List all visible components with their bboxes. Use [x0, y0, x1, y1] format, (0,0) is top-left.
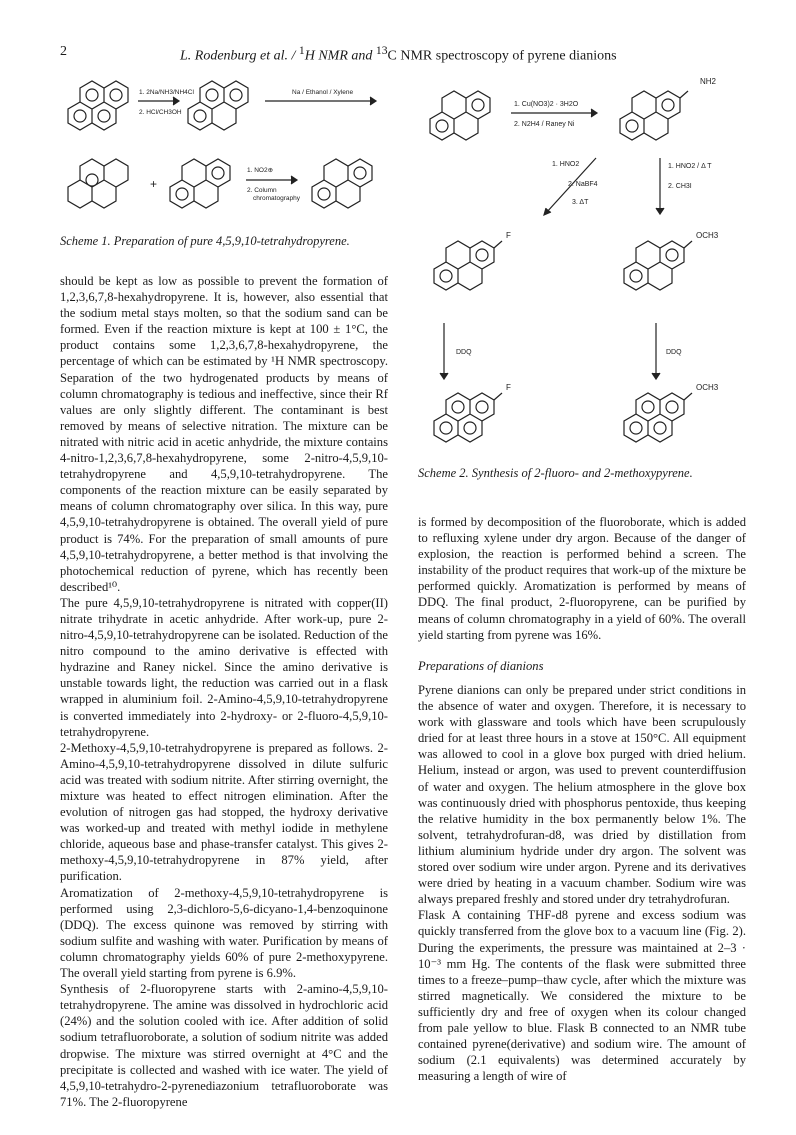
right-paragraph-1: is formed by decomposition of the fluoroborate, which is added to refluxing xylene under dry argon. Because of the danger of explosion, the reaction is performed behind a screen. The instability of the product requires that work-up of the mixture be performed quickly. Aromatization is performed by means of DDQ. The final product, 2-fluoropyrene, can be purified by means of column chromatography in a yield of 60%. The overall yield starting from pyrene was 16%.: [418, 515, 746, 642]
tetrahydropyrene-start: [430, 91, 490, 140]
ddq-left-label: DDQ: [456, 349, 472, 356]
page-number: 2: [60, 44, 67, 59]
scheme-1-figure: [60, 68, 390, 228]
ddq-right-label: DDQ: [666, 349, 682, 356]
scheme2-reagent-top-b: 2. N2H4 / Raney Ni: [514, 121, 575, 128]
f-label-product: F: [506, 383, 511, 392]
right-paragraph-2: Pyrene dianions can only be prepared under strict conditions in the absence of water and oxygen. Therefore, it is necessary to work with glassware and tools which have been scrupulously dried for at least three hours in a stove at 150°C. All equipment was allowed to cool in a glove box purged with dried helium. Helium, instead or argon, was used to prevent counterdiffusion of water and oxygen. The helium atmosphere in the glove box was continuously dried with phosphorus pentoxide, thus keeping the relative humidity in the box permanently below 1%. The solvent, tetrahydrofuran-d8, was dried by distillation from lithium aluminium hydride under dry argon. The solvent was stored over sodium wire under argon. Pyrene and its derivatives were dried by heating in a vacuum chamber. Sodium wire was always prepared freshly and stored under dry tetrahydrofuran.: [418, 683, 746, 907]
scheme1-step3-a: 1. NO2⊕: [247, 167, 274, 174]
left-column: [60, 273, 388, 1110]
scheme2-reagent-left-a: 1. HNO2: [552, 161, 580, 168]
scheme2-reagent-left-b: 2. NaBF4: [568, 181, 598, 188]
left-paragraph-5: Synthesis of 2-fluoropyrene starts with 2-amino-4,5,9,10-tetrahydropyrene. The amine was dissolved in hydrochloric acid (24%) and the solution cooled with ice. After addition of solid sodium tetrafluoroborate, a solution of sodium nitrite was added dropwise. The mixture was stirred overnight at 4°C and the precipitate is collected and washed with ice water. The yield of 4,5,9,10-tetrahydro-2-pyrenediazonium tetrafluoroborate was 71%. The 2-fluoropyrene: [60, 982, 388, 1109]
plus-sign: +: [150, 177, 158, 191]
scheme1-step3-b: 2. Column: [247, 187, 277, 194]
right-paragraph-3: Flask A containing THF-d8 pyrene and excess sodium was quickly transferred from the glove box to a vacuum line (Fig. 2). During the experiments, the pressure was maintained at 2–3 · 10⁻³ mm Hg. The contents of the flask were submitted three times to a freeze–pump–thaw cycle, after which the mixture was stirred magnetically. We considered the mixture to be sufficiently dry and free of oxygen when its colour changed from pale yellow to blue. Flask B connected to an NMR tube contained pyrene(derivative) and sodium wire. The amount of sodium (2.1 equivalents) was determined accurately by measuring a length of wire of: [418, 908, 746, 1084]
nh2-label: NH2: [700, 77, 717, 86]
scheme1-step1-b: 2. HCl/CH3OH: [139, 109, 182, 116]
left-paragraph-2: The pure 4,5,9,10-tetrahydropyrene is nitrated with copper(II) nitrate trihydrate in acetic anhydride. After work-up, pure 2-nitro-4,5,9,10-tetrahydropyrene can be isolated. Reduction of the nitro compound to the amino derivative is effected with hydrazine and Raney nickel. Since the amino derivative is unstable towards light, the reduction was carried out in a flask wrapped in aluminium foil. 2-Amino-4,5,9,10-tetrahydropyrene is converted immediately into 2-hydroxy- or 2-fluoro-4,5,9,10-tetrahydropyrene.: [60, 595, 388, 739]
f-label: F: [506, 231, 511, 240]
dihydropyrene-structure: [188, 81, 248, 130]
fluoropyrene-structure: [434, 393, 502, 442]
methoxy-tetrahydropyrene: [624, 241, 692, 290]
scheme-2-caption: Scheme 2. Synthesis of 2-fluoro- and 2-methoxypyrene.: [418, 466, 693, 480]
amino-tetrahydropyrene: [620, 91, 688, 140]
scheme2-reagent-right-b: 2. CH3I: [668, 183, 692, 190]
methoxypyrene-structure: [624, 393, 692, 442]
scheme-1-caption: Scheme 1. Preparation of pure 4,5,9,10-tetrahydropyrene.: [60, 234, 350, 248]
fluoro-tetrahydropyrene: [434, 241, 502, 290]
tetrahydropyrene-structure: [170, 159, 230, 208]
scheme-2-figure: [416, 68, 746, 460]
pyrene-structure: [68, 81, 128, 130]
left-paragraph-4: Aromatization of 2-methoxy-4,5,9,10-tetrahydropyrene is performed using 2,3-dichloro-5,6-dicyano-1,4-benzoquinone (DDQ). The excess quinone was removed by stirring with sodium sulfite and washing with water. Purification by means of column chromatography yields 60% of pure 2-methoxypyrene. The overall yield starting from pyrene is 6.9%.: [60, 885, 388, 981]
och3-label: OCH3: [696, 231, 719, 240]
left-paragraph-1: should be kept as low as possible to prevent the formation of 1,2,3,6,7,8-hexahydropyrene. It is, however, also essential that the sodium metal stays molten, so that the sodium sand can be formed. Even if the reaction mixture is kept at 100 ± 1°C, the product contains some 1,2,3,6,7,8-hexahydropyrene, the percentage of which can be estimated by ¹H NMR spectroscopy. Separation of the two hydrogenated products by means of column chromatography is tedious and ineffective, since their Rf values are only slightly different. The contaminant is best removed by means of selective nitration. The mixture can be nitrated with nitric acid in acetic anhydride, the mixture contains 4-nitro-1,2,3,6,7,8-hexahydropyrene, some 2-nitro-4,5,9,10-tetrahydropyrene and 4,5,9,10-tetrahydropyrene. The components of the reaction mixture can be easily separated by means of column chromatography over silica. In this way, pure 4,5,9,10-tetrahydropyrene is obtained. The overall yield of pure product is 74%. For the preparation of small amounts of pure 4,5,9,10-tetrahydropyrene, a better method is that involving the photochemical reduction of pyrene, which has recently been described¹⁰.: [60, 274, 388, 594]
scheme1-step3-c: chromatography: [253, 195, 300, 202]
left-paragraph-3: 2-Methoxy-4,5,9,10-tetrahydropyrene is prepared as follows. 2-Amino-4,5,9,10-tetrahydropyrene dissolved in dilute sulfuric acid was treated with sodium nitrite. After stirring overnight, the mixture was heated to effect nitrogen elimination. After the evolution of nitrogen gas had stopped, the hydroxy derivative was worked-up and treated with methyl iodide in methylene chloride, aqueous base and phase-transfer catalyst. This gives 2-methoxy-4,5,9,10-tetrahydropyrene in 87% yield, after purification.: [60, 740, 388, 884]
running-head: L. Rodenburg et al. / $^1$H NMR and $^{13}$C NMR spectroscopy of pyrene dianions: [180, 44, 617, 64]
scheme2-reagent-left-c: 3. ΔT: [572, 199, 589, 206]
section-heading-dianions: Preparations of dianions: [418, 659, 544, 673]
right-column-top: [418, 514, 746, 643]
scheme2-reagent-top-a: 1. Cu(NO3)2 · 3H2O: [514, 101, 579, 108]
scheme1-step1-a: 1. 2Na/NH3/NH4Cl: [139, 89, 194, 96]
hexahydropyrene-structure: [68, 159, 128, 208]
tetrahydropyrene-product: [312, 159, 372, 208]
scheme1-step2: Na / Ethanol / Xylene: [292, 89, 354, 96]
och3-label-product: OCH3: [696, 383, 719, 392]
right-column-bottom: [418, 682, 746, 1084]
scheme2-reagent-right-a: 1. HNO2 / Δ T: [668, 163, 712, 170]
